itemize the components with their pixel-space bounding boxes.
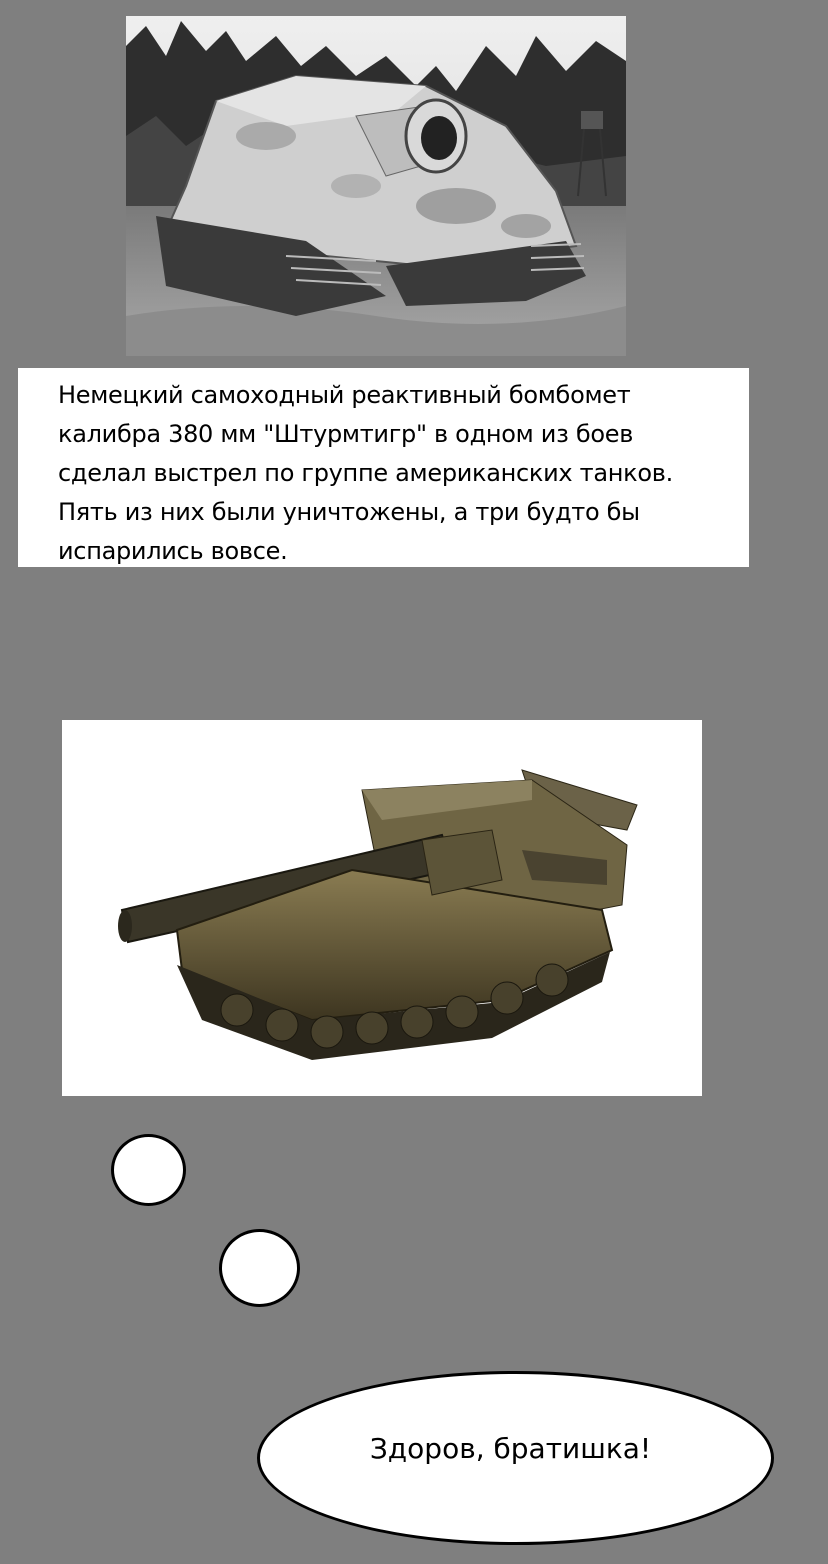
artillery-tank-illustration <box>62 720 702 1096</box>
thought-bubble-dot-medium <box>219 1229 300 1307</box>
caption-line: калибра 380 мм "Штурмтигр" в одном из боев <box>58 420 634 448</box>
speech-bubble-text: Здоров, братишка! <box>369 1431 652 1465</box>
speech-bubble <box>257 1371 774 1545</box>
caption-line: Немецкий самоходный реактивный бомбомет <box>58 381 631 409</box>
caption-line: Пять из них были уничтожены, а три будто бы <box>58 498 640 526</box>
sturmtiger-illustration <box>126 16 626 356</box>
caption-line: сделал выстрел по группе американских танков. <box>58 459 673 487</box>
thought-bubble-dot-small <box>111 1134 186 1206</box>
sturmtiger-photo <box>126 16 626 356</box>
artillery-tank-render <box>62 720 702 1096</box>
caption-box <box>18 368 749 567</box>
caption-line: испарились вовсе. <box>58 537 288 565</box>
